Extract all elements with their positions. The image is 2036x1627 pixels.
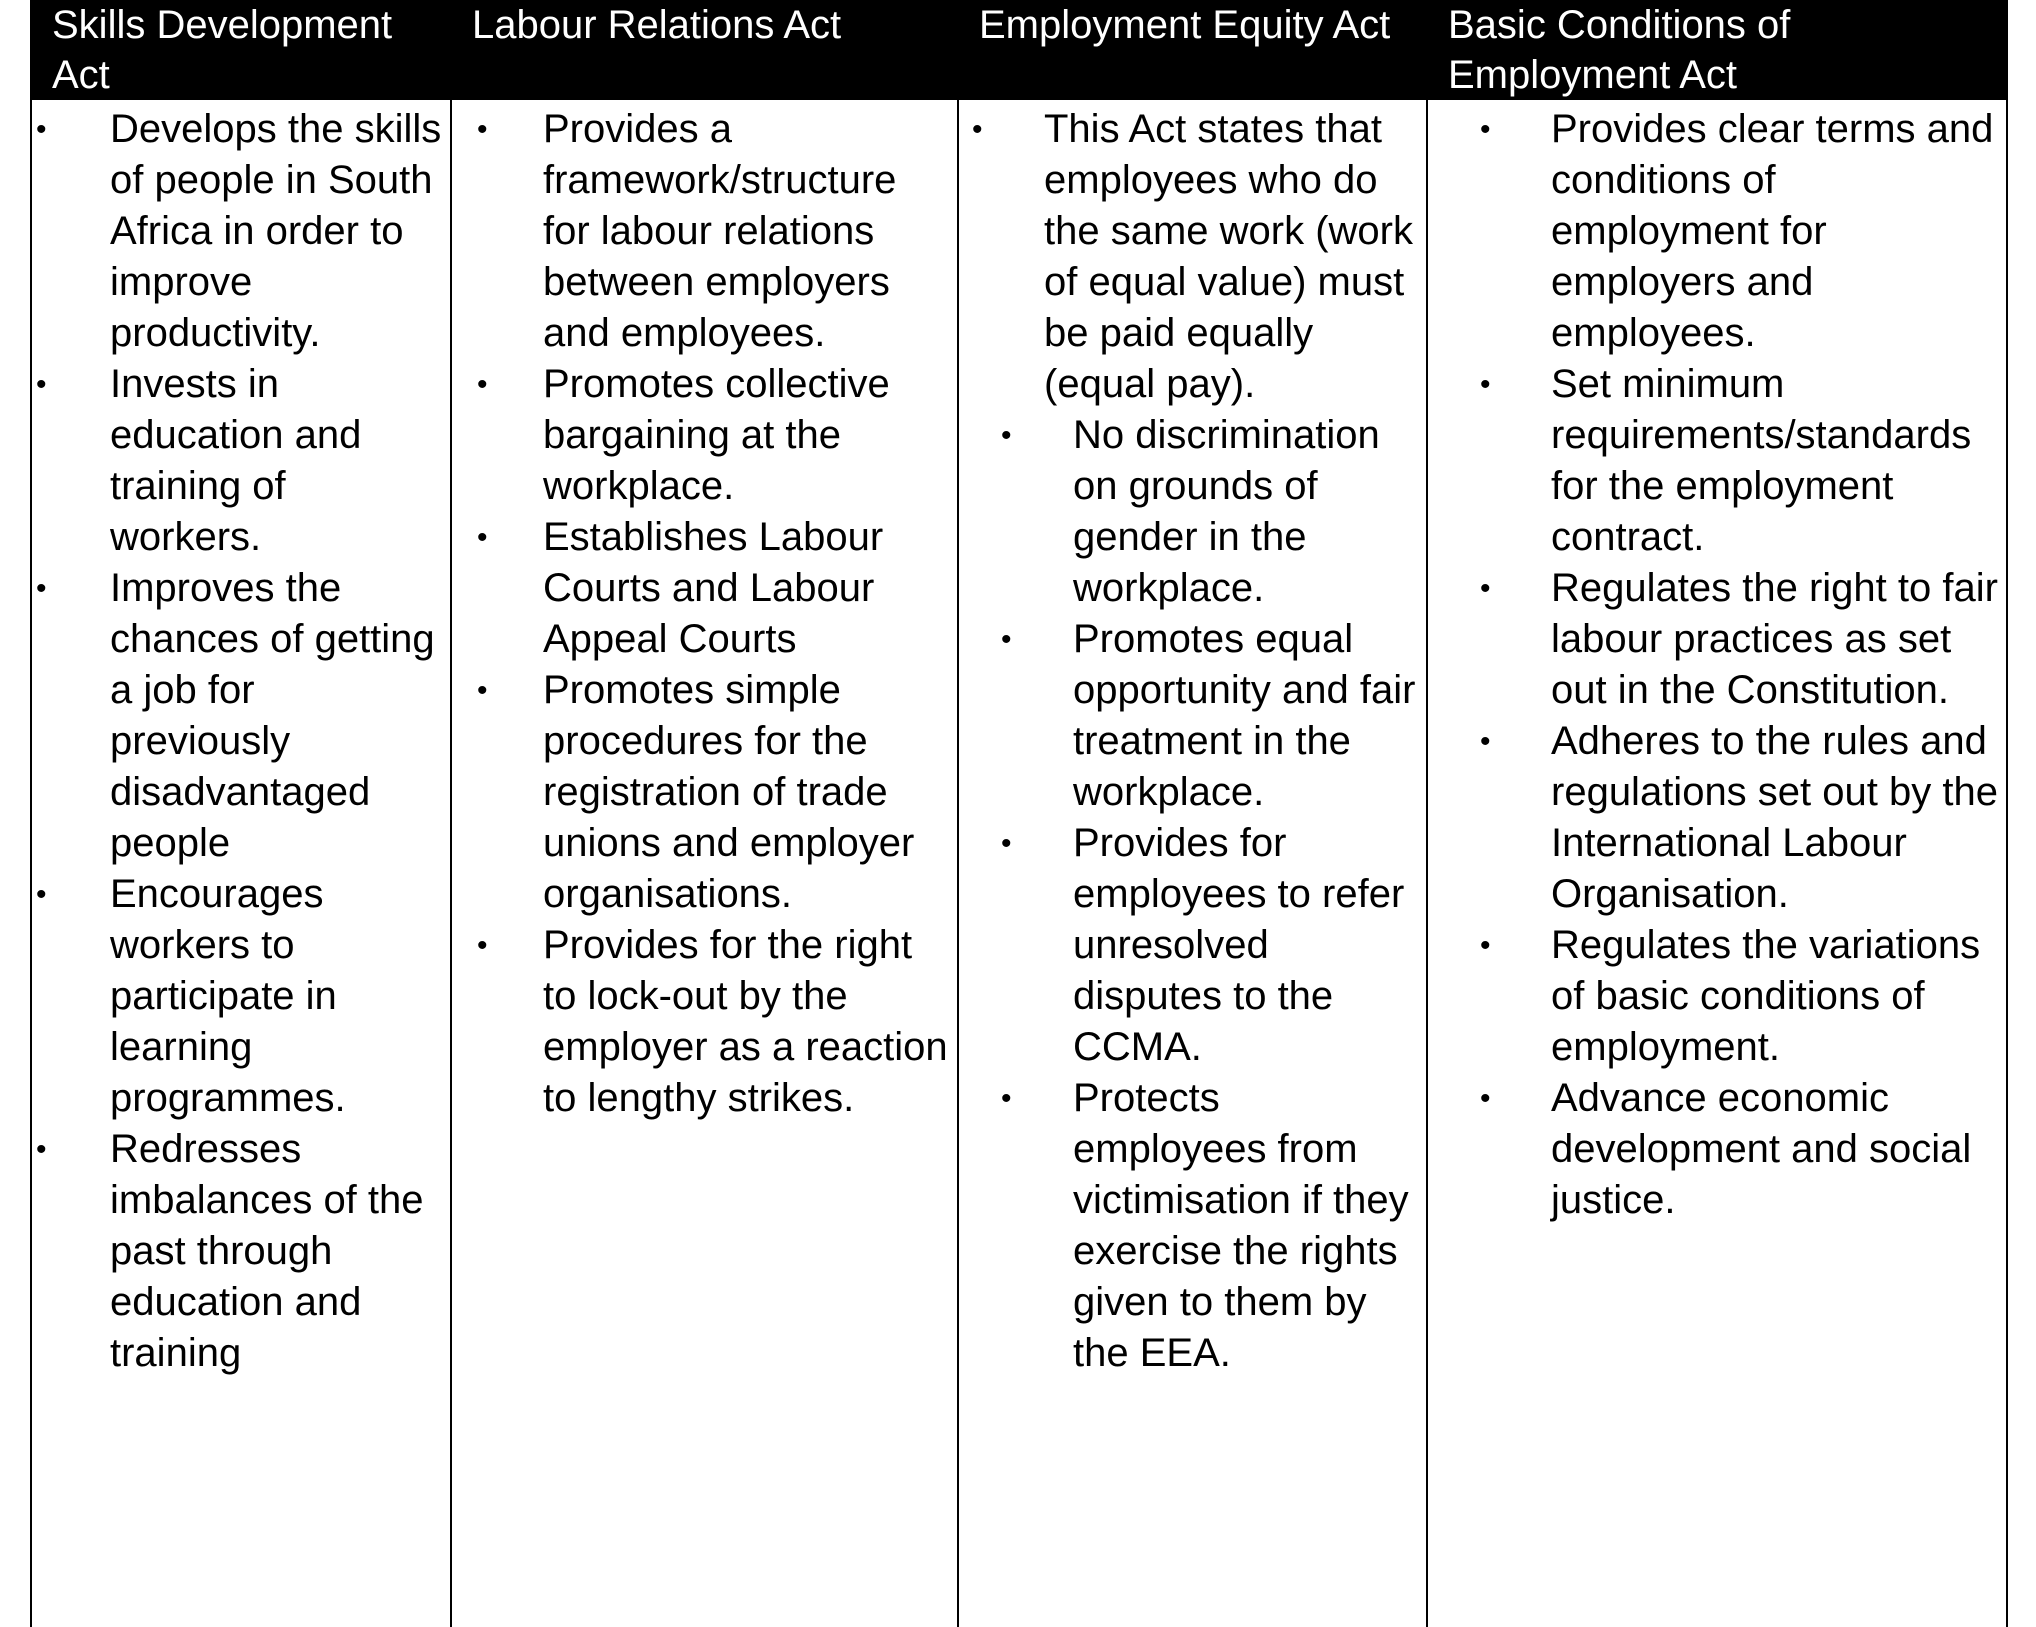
bullet-list bbox=[32, 104, 442, 1379]
list-item: • Regulates the variations of basic conditions of employment. bbox=[1428, 920, 1998, 1073]
list-item: • Promotes equal opportunity and fair treatment in the workplace. bbox=[959, 614, 1418, 818]
list-item: • Provides for the right to lock-out by the employer as a reaction to lengthy strikes. bbox=[452, 920, 949, 1124]
bullet-list bbox=[452, 104, 949, 1124]
skills-development-act-cell bbox=[31, 100, 451, 1627]
bullet-list bbox=[959, 104, 1418, 1379]
bullet-list bbox=[1428, 104, 1998, 1226]
employment-equity-act-cell bbox=[958, 100, 1427, 1627]
content-row bbox=[31, 100, 2007, 1627]
header-row bbox=[31, 0, 2007, 100]
labour-acts-table bbox=[30, 0, 2008, 1627]
list-item: • This Act states that employees who do the same work (work of equal value) must be paid equally (equal pay). bbox=[959, 104, 1418, 410]
list-item: • Provides a framework/structure for labour relations between employers and employees. bbox=[452, 104, 949, 359]
list-item: • Adheres to the rules and regulations set out by the International Labour Organisation. bbox=[1428, 716, 1998, 920]
list-item: • Advance economic development and social justice. bbox=[1428, 1073, 1998, 1226]
list-item: • Establishes Labour Courts and Labour Appeal Courts bbox=[452, 512, 949, 665]
list-item: • Protects employees from victimisation if they exercise the rights given to them by the EEA. bbox=[959, 1073, 1418, 1379]
list-item: • Promotes collective bargaining at the workplace. bbox=[452, 359, 949, 512]
labour-relations-act-cell bbox=[451, 100, 958, 1627]
list-item: • Encourages workers to participate in learning programmes. bbox=[32, 869, 442, 1124]
list-item: • Promotes simple procedures for the registration of trade unions and employer organisations. bbox=[452, 665, 949, 920]
list-item: • Invests in education and training of workers. bbox=[32, 359, 442, 563]
header-employment-equity-act: Employment Equity Act bbox=[958, 0, 1427, 100]
list-item: • Redresses imbalances of the past through education and training bbox=[32, 1124, 442, 1379]
list-item: • Regulates the right to fair labour practices as set out in the Constitution. bbox=[1428, 563, 1998, 716]
list-item: • Provides clear terms and conditions of employment for employers and employees. bbox=[1428, 104, 1998, 359]
basic-conditions-act-cell bbox=[1427, 100, 2007, 1627]
list-item: • Improves the chances of getting a job for previously disadvantaged people bbox=[32, 563, 442, 869]
list-item: • Set minimum requirements/standards for the employment contract. bbox=[1428, 359, 1998, 563]
list-item: • Provides for employees to refer unresolved disputes to the CCMA. bbox=[959, 818, 1418, 1073]
list-item: • No discrimination on grounds of gender in the workplace. bbox=[959, 410, 1418, 614]
list-item: • Develops the skills of people in South Africa in order to improve productivity. bbox=[32, 104, 442, 359]
header-skills-development-act: Skills Development Act bbox=[31, 0, 451, 100]
header-basic-conditions-act: Basic Conditions of Employment Act bbox=[1427, 0, 2007, 100]
header-labour-relations-act: Labour Relations Act bbox=[451, 0, 958, 100]
